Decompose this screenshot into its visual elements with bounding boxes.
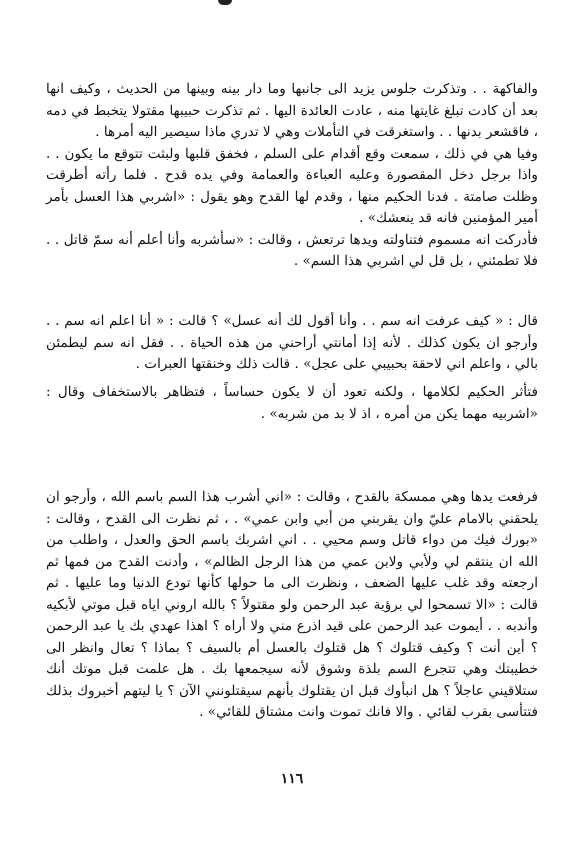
paragraph: فتأثر الحكيم لكلامها ، ولكنه تعود أن لا يكون حساساً ، فتظاهر بالاستخفاف وقال : «اشربيه مهما يكن من أمره ، اذ لا بد من شربه» .	[46, 384, 538, 422]
paragraph: فأدركت انه مسموم فتناولته ويدها ترتعش ، وقالت : «سأشربه وأنا أعلم أنه سمّ قاتل . . فلا تطمئني ، بل قل لي اشربي هذا السم» .	[46, 231, 538, 269]
paragraph: قال : « كيف عرفت انه سم . . وأنا أقول لك أنه عسل» ؟ قالت : « أنا اعلم انه سم . . وأرجو ان يكون كذلك . لأنه إذا أمانتي أراحني من هذه الحياة . . فقل انه سم ليطمئن بالي ، واعلم اني لاحقة بحبيبي على عجل» . قالت ذلك وخنقتها العبرات .	[46, 313, 538, 372]
paragraph: فرفعت يدها وهي ممسكة بالقدح ، وقالت : «اني أشرب هذا السم باسم الله ، وأرجو ان يلحقني بالامام عليّ وان يقربني من أبي وابن عمي» . ، ثم نظرت الى القدح ، وقالت : «بورك فيك من دواء قاتل وسم محيي . . اني اشربك باسم الحق والعدل ، واطلب من الله ان ينتقم لي ولأبي ولابن عمي من هذا الرجل الظالم» ، وأدنت القدح من فمها ثم ارجعته وقد غلب عليها الضعف ، ونظرت الى ما حولها كأنها تودع الدنيا وما عليها . ثم قالت : «الا تسمحوا لي برؤية عبد الرحمن ولو مقتولاً ؟ بالله اروني اياه قبل موتي لأبكيه وأندبه . . أيموت عبد الرحمن على قيد اذرع مني ولا أراه ؟ اهذا عهدي بك يا عبد الرحمن ؟ أين أنت ؟ وكيف قتلوك ؟ هل قتلوك بالعسل أم بالسيف ؟ بماذا ؟ تعال وانظر الى خطيبتك وهي تتجرع السم بلذة وشوق لأنه سيجمعها بك . هل علمت قبل موتك أنك ستلاقيني عاجلاً ؟ هل انبأوك قبل ان يقتلوك بأنهم سيقتلونني الآن ؟ يا ليتهم أخبروك بذلك فتتأسى بقرب لقائي . والا فانك تموت وانت مشتاق للقائي» .	[46, 489, 538, 720]
paragraph: وفيا هي في ذلك ، سمعت وقع أقدام على السلم ، فخفق قلبها ولبثت تتوقع ما يكون . . واذا برجل دخل المقصورة وعليه العباءة والعمامة وفي يده قدح . فلما رأته أطرقت وظلت صامتة . فدنا الحكيم منها ، وقدم لها القدح وهو يقول : «اشربي هذا العسل بأمر أمير المؤمنين فانه قد ينعشك» .	[46, 145, 538, 226]
page-number: ١١٦	[280, 771, 304, 787]
text-block-2	[46, 311, 538, 376]
paragraph: والفاكهة . . وتذكرت جلوس يزيد الى جانبها وما دار بينه وبينها من الحديث ، وكيف انها بعد أن كادت تبلغ غايتها منه ، عادت العائدة اليها . ثم تذكرت حبيبها مقتولا يتخبط في دمه ، فاقشعر بدنها . . واستغرقت في التأملات وهي لا تدري ماذا سيصير اليه أمرها .	[46, 81, 538, 140]
text-block-3	[46, 382, 538, 425]
text-block-1	[46, 79, 538, 273]
top-edge-mark	[218, 0, 232, 5]
text-block-4	[46, 487, 538, 724]
